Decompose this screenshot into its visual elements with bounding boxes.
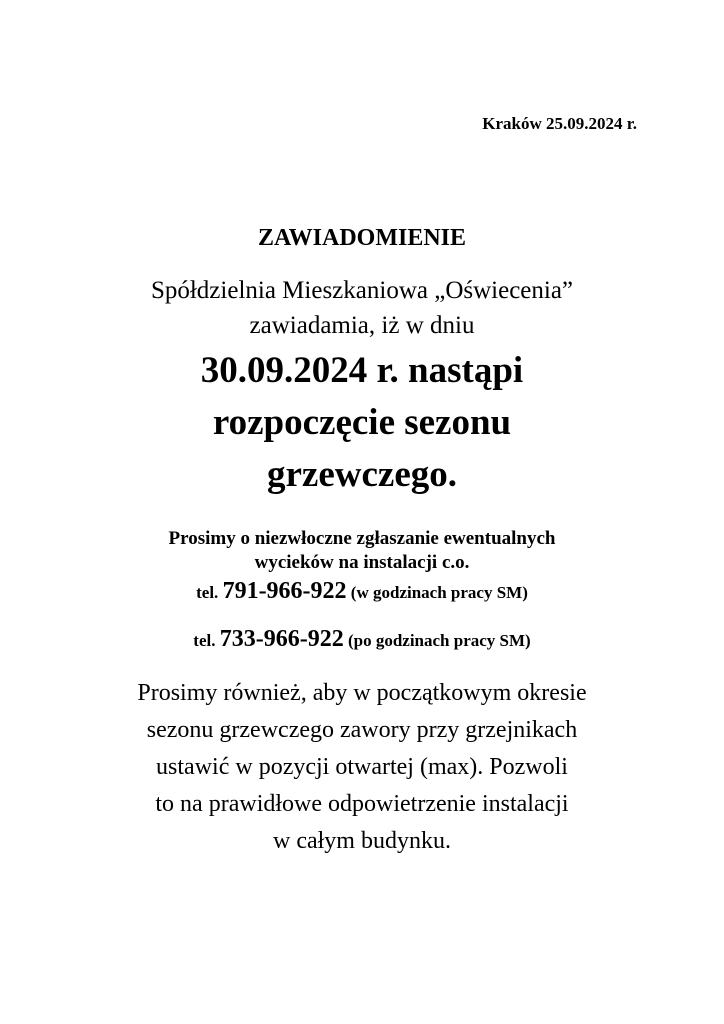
phone-note: (w godzinach pracy SM): [350, 583, 528, 602]
phone-prefix: tel.: [193, 631, 216, 650]
phone-prefix: tel.: [196, 583, 219, 602]
valve-instruction: [0, 675, 724, 860]
intro-line: zawiadamia, iż w dniu: [249, 312, 475, 339]
leak-report-request: [0, 527, 724, 575]
phone-after-hours: [0, 625, 724, 655]
request-line: Prosimy o niezwłoczne zgłaszanie ewentualnych: [168, 528, 556, 549]
closing-line: w całym budynku.: [273, 828, 451, 854]
phone-number: 733-966-922: [219, 626, 344, 652]
intro-text: [0, 273, 724, 343]
headline-line: rozpoczęcie sezonu: [212, 402, 512, 443]
phone-work-hours: [0, 577, 724, 607]
request-line: wycieków na instalacji c.o.: [254, 552, 470, 573]
headline-line: grzewczego.: [266, 454, 457, 495]
phone-note: (po godzinach pracy SM): [347, 631, 531, 650]
notice-body: [0, 222, 724, 860]
phone-number: 791-966-922: [222, 578, 347, 604]
closing-line: Prosimy również, aby w początkowym okresie: [137, 680, 587, 706]
intro-line: Spółdzielnia Mieszkaniowa „Oświecenia”: [150, 277, 574, 304]
notice-date: Kraków 25.09.2024 r.: [482, 114, 637, 133]
closing-line: sezonu grzewczego zawory przy grzejnikach: [146, 717, 578, 743]
closing-line: to na prawidłowe odpowietrzenie instalacji: [155, 791, 569, 817]
notice-title: ZAWIADOMIENIE: [257, 225, 467, 251]
closing-line: ustawić w pozycji otwartej (max). Pozwoli: [156, 754, 568, 780]
heating-season-headline: [0, 345, 724, 501]
headline-line: 30.09.2024 r. nastąpi: [200, 350, 524, 391]
